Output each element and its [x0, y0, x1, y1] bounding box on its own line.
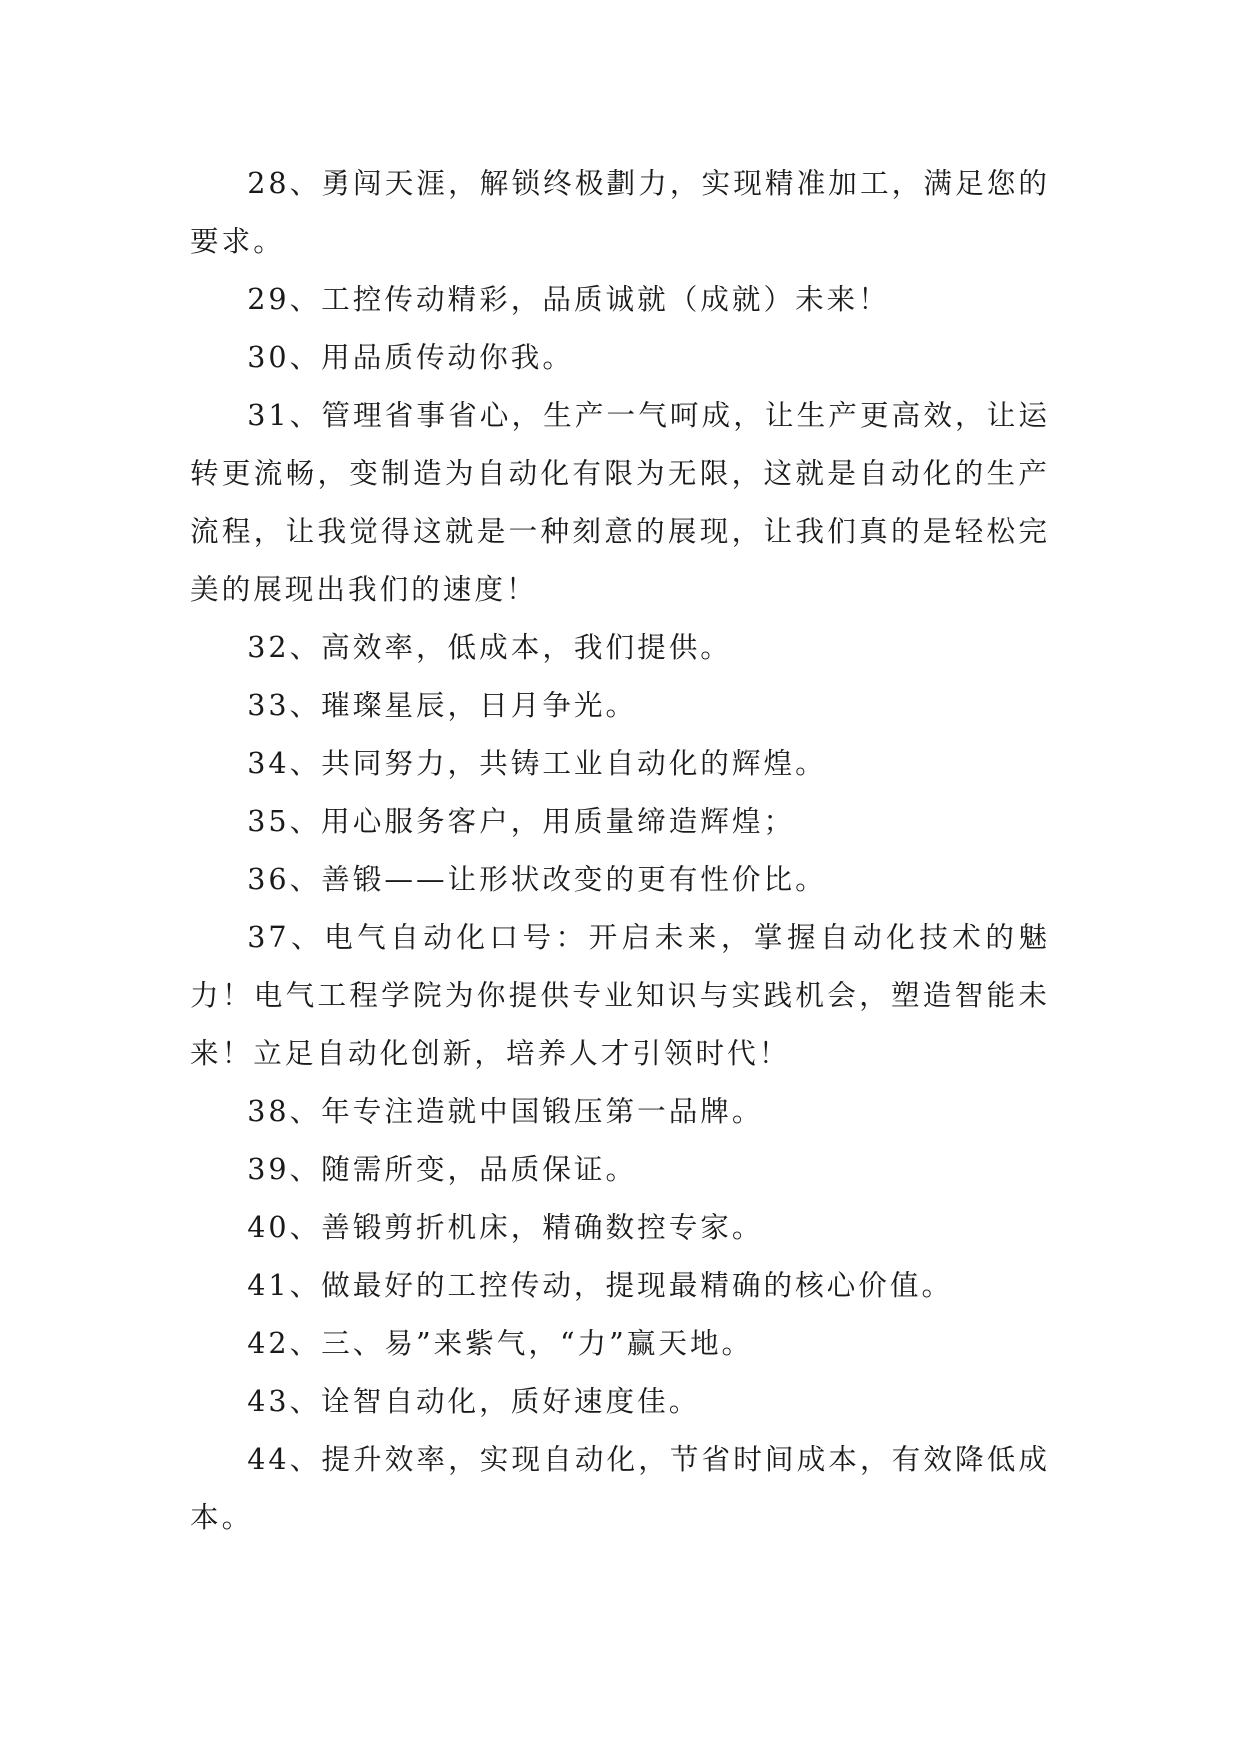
paragraph-38: 38、年专注造就中国锻压第一品牌。: [247, 1094, 764, 1128]
paragraph-29: 29、工控传动精彩，品质诚就（成就）未来！: [247, 282, 890, 316]
paragraph-43: 43、诠智自动化，质好速度佳。: [247, 1384, 701, 1418]
paragraph-37: 37、电气自动化口号：开启未来，掌握自动化技术的魅力！电气工程学院为你提供专业知识与实践机会，塑造智能未来！立足自动化创新，培养人才引领时代！: [190, 920, 1050, 1070]
paragraph-36: 36、善锻——让形状改变的更有性价比。: [247, 862, 827, 896]
paragraph-32: 32、高效率，低成本，我们提供。: [247, 630, 732, 664]
paragraph-44: 44、提升效率，实现自动化，节省时间成本，有效降低成本。: [190, 1442, 1050, 1534]
paragraph-31: 31、管理省事省心，生产一气呵成，让生产更高效，让运转更流畅，变制造为自动化有限为无限，这就是自动化的生产流程，让我觉得这就是一种刻意的展现，让我们真的是轻松完美的展现出我们的速度！: [190, 398, 1050, 606]
paragraph-40: 40、善锻剪折机床，精确数控专家。: [247, 1210, 764, 1244]
paragraph-30: 30、用品质传动你我。: [247, 340, 574, 374]
paragraph-42: 42、三、易”来紫气，“力”赢天地。: [247, 1326, 754, 1360]
paragraph-35: 35、用心服务客户，用质量缔造辉煌；: [247, 804, 796, 838]
paragraph-28: 28、勇闯天涯，解锁终极劃力，实现精准加工，满足您的要求。: [190, 166, 1050, 258]
paragraph-39: 39、随需所变，品质保证。: [247, 1152, 638, 1186]
paragraph-41: 41、做最好的工控传动，提现最精确的核心价值。: [247, 1268, 954, 1302]
paragraph-34: 34、共同努力，共铸工业自动化的辉煌。: [247, 746, 827, 780]
document-body: [190, 154, 1050, 1546]
paragraph-33: 33、璀璨星辰，日月争光。: [247, 688, 638, 722]
